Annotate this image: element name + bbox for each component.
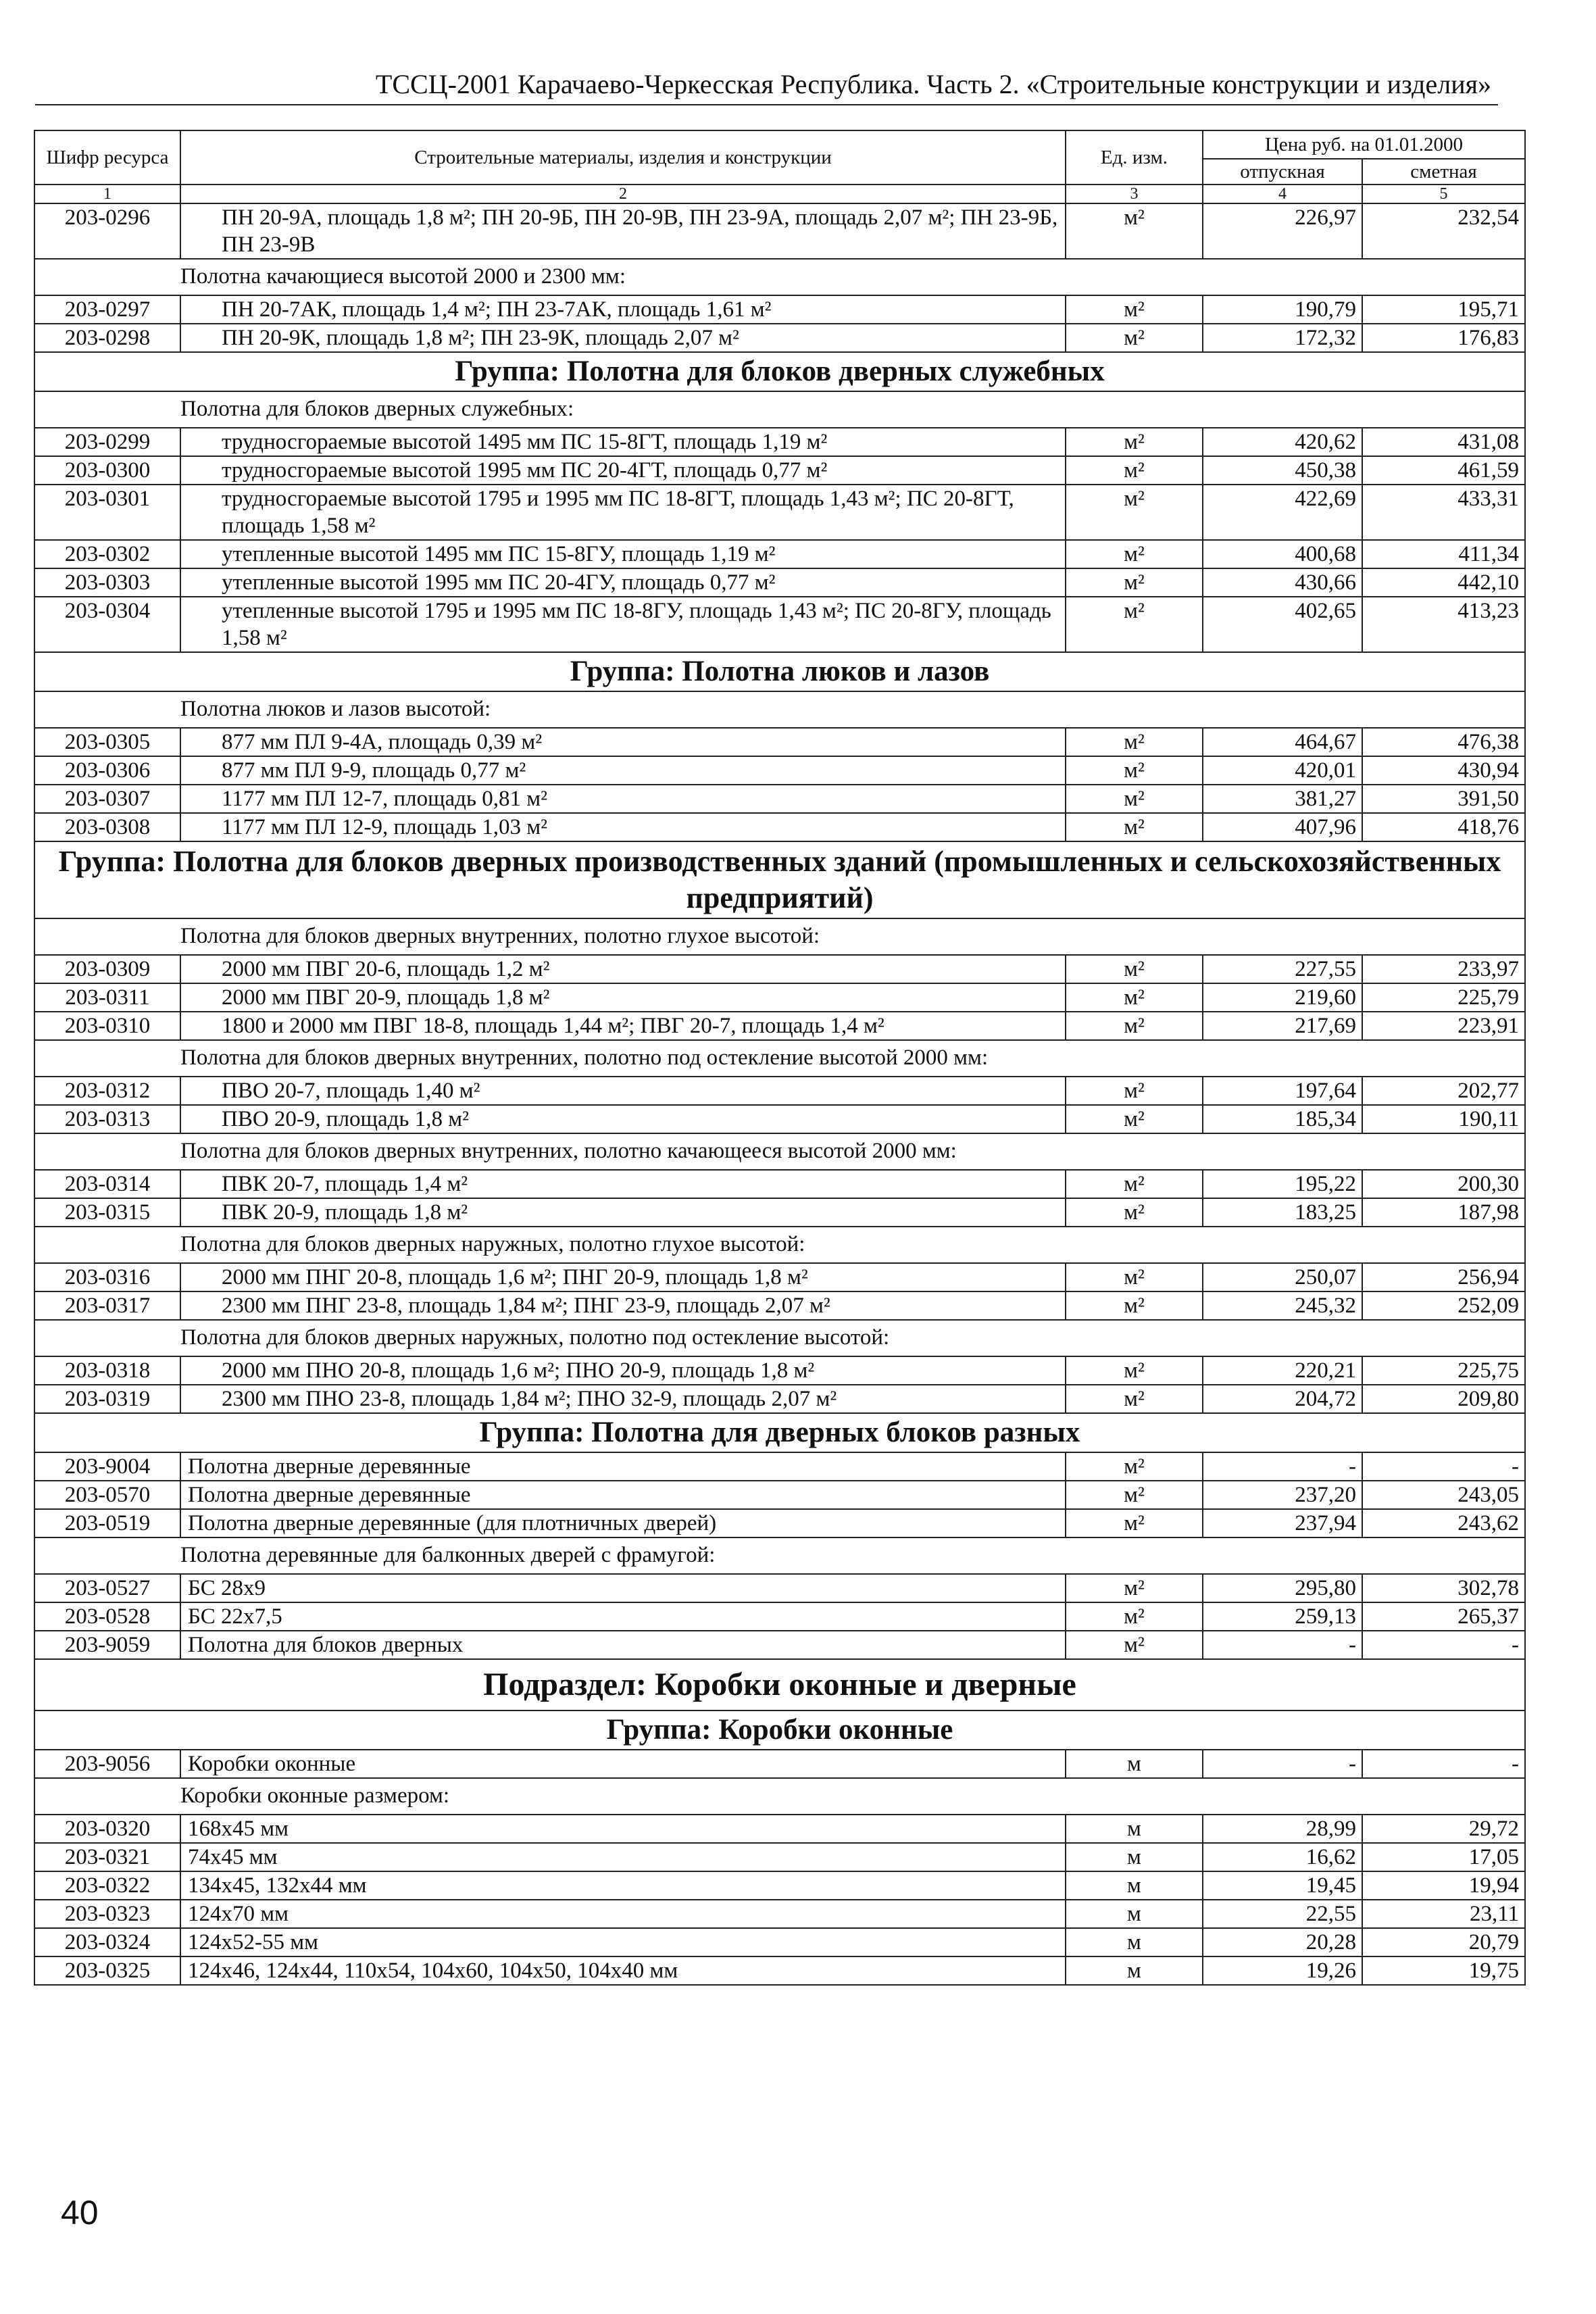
col-price-header: Цена руб. на 01.01.2000	[1203, 130, 1525, 159]
estimate-price: 411,34	[1362, 540, 1525, 568]
resource-code: 203-0528	[34, 1602, 180, 1631]
resource-code: 203-0307	[34, 785, 180, 813]
estimate-price: 187,98	[1362, 1198, 1525, 1227]
unit-cell: м²	[1066, 428, 1203, 456]
subgroup-caption: Полотна для блоков дверных служебных:	[34, 391, 1525, 428]
unit-cell: м	[1066, 1815, 1203, 1843]
subgroup-caption: Полотна для блоков дверных внутренних, полотно под остекление высотой 2000 мм:	[34, 1040, 1525, 1077]
table-row	[34, 203, 1525, 259]
table-row	[34, 485, 1525, 540]
table-row	[34, 1481, 1525, 1509]
table-row	[34, 295, 1525, 324]
material-name: 2000 мм ПВГ 20-6, площадь 1,2 м²	[180, 955, 1066, 983]
group-heading-row	[34, 352, 1525, 391]
resource-code: 203-9059	[34, 1631, 180, 1659]
unit-cell: м²	[1066, 955, 1203, 983]
unit-cell: м²	[1066, 1170, 1203, 1198]
unit-cell: м²	[1066, 1263, 1203, 1291]
release-price: 195,22	[1203, 1170, 1362, 1198]
unit-cell: м²	[1066, 756, 1203, 785]
table-row	[34, 955, 1525, 983]
estimate-price: 265,37	[1362, 1602, 1525, 1631]
resource-code: 203-0313	[34, 1105, 180, 1133]
col-name-header: Строительные материалы, изделия и конструкции	[180, 130, 1066, 184]
release-price: 420,62	[1203, 428, 1362, 456]
estimate-price: -	[1362, 1750, 1525, 1778]
unit-cell: м²	[1066, 1012, 1203, 1040]
resource-code: 203-0311	[34, 983, 180, 1012]
material-name: БС 22х7,5	[180, 1602, 1066, 1631]
group-heading-row	[34, 652, 1525, 691]
table-row	[34, 1900, 1525, 1928]
unit-cell: м²	[1066, 1631, 1203, 1659]
resource-code: 203-0301	[34, 485, 180, 540]
table-row	[34, 1631, 1525, 1659]
resource-code: 203-0298	[34, 324, 180, 352]
col-number: 4	[1203, 184, 1362, 203]
estimate-price: 200,30	[1362, 1170, 1525, 1198]
resource-code: 203-0323	[34, 1900, 180, 1928]
unit-cell: м	[1066, 1871, 1203, 1900]
col-estimate-header: сметная	[1362, 159, 1525, 184]
unit-cell: м²	[1066, 1385, 1203, 1413]
material-name: 2000 мм ПНО 20-8, площадь 1,6 м²; ПНО 20-9, площадь 1,8 м²	[180, 1356, 1066, 1385]
material-name: 877 мм ПЛ 9-9, площадь 0,77 м²	[180, 756, 1066, 785]
resource-code: 203-0305	[34, 728, 180, 756]
estimate-price: 20,79	[1362, 1928, 1525, 1956]
material-name: БС 28х9	[180, 1574, 1066, 1602]
unit-cell: м²	[1066, 1356, 1203, 1385]
price-table	[34, 130, 1526, 1986]
col-code-header: Шифр ресурса	[34, 130, 180, 184]
subgroup-caption: Полотна для блоков дверных наружных, полотно глухое высотой:	[34, 1227, 1525, 1263]
resource-code: 203-0299	[34, 428, 180, 456]
resource-code: 203-9056	[34, 1750, 180, 1778]
resource-code: 203-0319	[34, 1385, 180, 1413]
release-price: 381,27	[1203, 785, 1362, 813]
col-release-header: отпускная	[1203, 159, 1362, 184]
estimate-price: 225,75	[1362, 1356, 1525, 1385]
unit-cell: м²	[1066, 1602, 1203, 1631]
subgroup-caption-row	[34, 1040, 1525, 1077]
resource-code: 203-0304	[34, 597, 180, 652]
material-name: 2300 мм ПНГ 23-8, площадь 1,84 м²; ПНГ 23-9, площадь 2,07 м²	[180, 1291, 1066, 1320]
material-name: 168х45 мм	[180, 1815, 1066, 1843]
release-price: 237,94	[1203, 1509, 1362, 1537]
release-price: 185,34	[1203, 1105, 1362, 1133]
material-name: Полотна дверные деревянные	[180, 1481, 1066, 1509]
material-name: Полотна дверные деревянные	[180, 1452, 1066, 1481]
table-header	[34, 130, 1525, 203]
release-price: 217,69	[1203, 1012, 1362, 1040]
table-row	[34, 1928, 1525, 1956]
subgroup-caption: Полотна люков и лазов высотой:	[34, 691, 1525, 728]
table-row	[34, 728, 1525, 756]
release-price: 219,60	[1203, 983, 1362, 1012]
table-row	[34, 540, 1525, 568]
unit-cell: м²	[1066, 295, 1203, 324]
release-price: 20,28	[1203, 1928, 1362, 1956]
release-price: 295,80	[1203, 1574, 1362, 1602]
table-row	[34, 1509, 1525, 1537]
resource-code: 203-0324	[34, 1928, 180, 1956]
material-name: 124х46, 124х44, 110х54, 104х60, 104х50, 104х40 мм	[180, 1956, 1066, 1985]
estimate-price: -	[1362, 1631, 1525, 1659]
subgroup-caption-row	[34, 259, 1525, 295]
release-price: 19,26	[1203, 1956, 1362, 1985]
material-name: Коробки оконные	[180, 1750, 1066, 1778]
estimate-price: 256,94	[1362, 1263, 1525, 1291]
material-name: утепленные высотой 1795 и 1995 мм ПС 18-8ГУ, площадь 1,43 м²; ПС 20-8ГУ, площадь 1,58 м²	[180, 597, 1066, 652]
material-name: 124х70 мм	[180, 1900, 1066, 1928]
release-price: 226,97	[1203, 203, 1362, 259]
material-name: Полотна дверные деревянные (для плотничных дверей)	[180, 1509, 1066, 1537]
table-row	[34, 785, 1525, 813]
resource-code: 203-0527	[34, 1574, 180, 1602]
release-price: 22,55	[1203, 1900, 1362, 1928]
estimate-price: 23,11	[1362, 1900, 1525, 1928]
material-name: ПВО 20-7, площадь 1,40 м²	[180, 1077, 1066, 1105]
table-row	[34, 324, 1525, 352]
release-price: 400,68	[1203, 540, 1362, 568]
release-price: 172,32	[1203, 324, 1362, 352]
resource-code: 203-0317	[34, 1291, 180, 1320]
unit-cell: м²	[1066, 728, 1203, 756]
group-heading: Группа: Полотна для дверных блоков разных	[34, 1413, 1525, 1452]
estimate-price: 243,05	[1362, 1481, 1525, 1509]
table-row	[34, 428, 1525, 456]
subgroup-caption-row	[34, 918, 1525, 955]
unit-cell: м	[1066, 1928, 1203, 1956]
release-price: 190,79	[1203, 295, 1362, 324]
release-price: 430,66	[1203, 568, 1362, 597]
unit-cell: м²	[1066, 813, 1203, 841]
release-price: -	[1203, 1452, 1362, 1481]
material-name: 124х52-55 мм	[180, 1928, 1066, 1956]
material-name: ПН 20-9А, площадь 1,8 м²; ПН 20-9Б, ПН 20-9В, ПН 23-9А, площадь 2,07 м²; ПН 23-9Б, ПН 23-9В	[180, 203, 1066, 259]
release-price: -	[1203, 1631, 1362, 1659]
estimate-price: 195,71	[1362, 295, 1525, 324]
estimate-price: 431,08	[1362, 428, 1525, 456]
material-name: 2000 мм ПВГ 20-9, площадь 1,8 м²	[180, 983, 1066, 1012]
table-row	[34, 1750, 1525, 1778]
resource-code: 203-9004	[34, 1452, 180, 1481]
material-name: ПН 20-9К, площадь 1,8 м²; ПН 23-9К, площадь 2,07 м²	[180, 324, 1066, 352]
estimate-price: 209,80	[1362, 1385, 1525, 1413]
unit-cell: м²	[1066, 785, 1203, 813]
release-price: 420,01	[1203, 756, 1362, 785]
estimate-price: 461,59	[1362, 456, 1525, 485]
material-name: утепленные высотой 1995 мм ПС 20-4ГУ, площадь 0,77 м²	[180, 568, 1066, 597]
estimate-price: 418,76	[1362, 813, 1525, 841]
release-price: 250,07	[1203, 1263, 1362, 1291]
table-row	[34, 1291, 1525, 1320]
resource-code: 203-0302	[34, 540, 180, 568]
table-row	[34, 1263, 1525, 1291]
table-row	[34, 756, 1525, 785]
resource-code: 203-0315	[34, 1198, 180, 1227]
unit-cell: м²	[1066, 1452, 1203, 1481]
material-name: 2000 мм ПНГ 20-8, площадь 1,6 м²; ПНГ 20-9, площадь 1,8 м²	[180, 1263, 1066, 1291]
estimate-price: 476,38	[1362, 728, 1525, 756]
group-heading-row	[34, 841, 1525, 918]
release-price: 204,72	[1203, 1385, 1362, 1413]
material-name: трудносгораемые высотой 1995 мм ПС 20-4ГТ, площадь 0,77 м²	[180, 456, 1066, 485]
table-row	[34, 1012, 1525, 1040]
subgroup-caption: Полотна деревянные для балконных дверей с фрамугой:	[34, 1537, 1525, 1574]
unit-cell: м²	[1066, 203, 1203, 259]
resource-code: 203-0310	[34, 1012, 180, 1040]
unit-cell: м²	[1066, 1291, 1203, 1320]
resource-code: 203-0321	[34, 1843, 180, 1871]
table-row	[34, 597, 1525, 652]
subgroup-caption: Полотна для блоков дверных внутренних, полотно качающееся высотой 2000 мм:	[34, 1133, 1525, 1170]
estimate-price: 202,77	[1362, 1077, 1525, 1105]
estimate-price: 430,94	[1362, 756, 1525, 785]
release-price: 220,21	[1203, 1356, 1362, 1385]
material-name: ПВК 20-7, площадь 1,4 м²	[180, 1170, 1066, 1198]
material-name: 74х45 мм	[180, 1843, 1066, 1871]
material-name: 877 мм ПЛ 9-4А, площадь 0,39 м²	[180, 728, 1066, 756]
unit-cell: м	[1066, 1900, 1203, 1928]
table-row	[34, 1452, 1525, 1481]
group-heading: Группа: Коробки оконные	[34, 1710, 1525, 1750]
table-row	[34, 1956, 1525, 1985]
resource-code: 203-0314	[34, 1170, 180, 1198]
unit-cell: м²	[1066, 485, 1203, 540]
resource-code: 203-0300	[34, 456, 180, 485]
col-number: 2	[180, 184, 1066, 203]
material-name: ПВК 20-9, площадь 1,8 м²	[180, 1198, 1066, 1227]
material-name: 1177 мм ПЛ 12-9, площадь 1,03 м²	[180, 813, 1066, 841]
col-unit-header: Ед. изм.	[1066, 130, 1203, 184]
page-number: 40	[61, 2194, 99, 2232]
release-price: 245,32	[1203, 1291, 1362, 1320]
table-row	[34, 1385, 1525, 1413]
material-name: 2300 мм ПНО 23-8, площадь 1,84 м²; ПНО 32-9, площадь 2,07 м²	[180, 1385, 1066, 1413]
material-name: 134х45, 132х44 мм	[180, 1871, 1066, 1900]
material-name: ПН 20-7АК, площадь 1,4 м²; ПН 23-7АК, площадь 1,61 м²	[180, 295, 1066, 324]
resource-code: 203-0320	[34, 1815, 180, 1843]
estimate-price: 19,94	[1362, 1871, 1525, 1900]
unit-cell: м	[1066, 1750, 1203, 1778]
page-header: ТССЦ-2001 Карачаево-Черкесская Республика. Часть 2. «Строительные конструкции и изделия»	[35, 68, 1498, 105]
release-price: 464,67	[1203, 728, 1362, 756]
col-number: 1	[34, 184, 180, 203]
resource-code: 203-0312	[34, 1077, 180, 1105]
resource-code: 203-0519	[34, 1509, 180, 1537]
estimate-price: 233,97	[1362, 955, 1525, 983]
group-heading: Группа: Полотна для блоков дверных производственных зданий (промышленных и сельскохозяйственных предприятий)	[34, 841, 1525, 918]
estimate-price: 190,11	[1362, 1105, 1525, 1133]
estimate-price: 17,05	[1362, 1843, 1525, 1871]
resource-code: 203-0303	[34, 568, 180, 597]
table-row	[34, 1105, 1525, 1133]
release-price: 422,69	[1203, 485, 1362, 540]
unit-cell: м²	[1066, 1105, 1203, 1133]
material-name: трудносгораемые высотой 1795 и 1995 мм ПС 18-8ГТ, площадь 1,43 м²; ПС 20-8ГТ, площадь 1,58 м²	[180, 485, 1066, 540]
unit-cell: м²	[1066, 324, 1203, 352]
resource-code: 203-0308	[34, 813, 180, 841]
material-name: ПВО 20-9, площадь 1,8 м²	[180, 1105, 1066, 1133]
table-row	[34, 1843, 1525, 1871]
subgroup-caption-row	[34, 1227, 1525, 1263]
estimate-price: 391,50	[1362, 785, 1525, 813]
table-row	[34, 1198, 1525, 1227]
resource-code: 203-0297	[34, 295, 180, 324]
resource-code: 203-0570	[34, 1481, 180, 1509]
col-number: 5	[1362, 184, 1525, 203]
estimate-price: 232,54	[1362, 203, 1525, 259]
group-heading-row	[34, 1710, 1525, 1750]
section-heading: Подраздел: Коробки оконные и дверные	[34, 1659, 1525, 1710]
unit-cell: м²	[1066, 1077, 1203, 1105]
table-row	[34, 1356, 1525, 1385]
estimate-price: 433,31	[1362, 485, 1525, 540]
release-price: 450,38	[1203, 456, 1362, 485]
release-price: 227,55	[1203, 955, 1362, 983]
release-price: 259,13	[1203, 1602, 1362, 1631]
unit-cell: м²	[1066, 597, 1203, 652]
estimate-price: 442,10	[1362, 568, 1525, 597]
table-row	[34, 983, 1525, 1012]
estimate-price: 223,91	[1362, 1012, 1525, 1040]
resource-code: 203-0309	[34, 955, 180, 983]
subgroup-caption-row	[34, 1537, 1525, 1574]
release-price: 16,62	[1203, 1843, 1362, 1871]
table-row	[34, 456, 1525, 485]
subgroup-caption-row	[34, 691, 1525, 728]
release-price: -	[1203, 1750, 1362, 1778]
subgroup-caption: Полотна качающиеся высотой 2000 и 2300 мм:	[34, 259, 1525, 295]
resource-code: 203-0296	[34, 203, 180, 259]
release-price: 407,96	[1203, 813, 1362, 841]
estimate-price: 252,09	[1362, 1291, 1525, 1320]
resource-code: 203-0306	[34, 756, 180, 785]
release-price: 197,64	[1203, 1077, 1362, 1105]
table-body	[34, 203, 1525, 1985]
group-heading: Группа: Полотна люков и лазов	[34, 652, 1525, 691]
estimate-price: 225,79	[1362, 983, 1525, 1012]
subgroup-caption-row	[34, 1320, 1525, 1356]
estimate-price: 302,78	[1362, 1574, 1525, 1602]
group-heading-row	[34, 1413, 1525, 1452]
unit-cell: м²	[1066, 983, 1203, 1012]
subgroup-caption-row	[34, 1778, 1525, 1815]
unit-cell: м²	[1066, 1481, 1203, 1509]
material-name: 1177 мм ПЛ 12-7, площадь 0,81 м²	[180, 785, 1066, 813]
release-price: 402,65	[1203, 597, 1362, 652]
estimate-price: -	[1362, 1452, 1525, 1481]
resource-code: 203-0318	[34, 1356, 180, 1385]
release-price: 183,25	[1203, 1198, 1362, 1227]
subgroup-caption-row	[34, 391, 1525, 428]
subgroup-caption: Полотна для блоков дверных наружных, полотно под остекление высотой:	[34, 1320, 1525, 1356]
unit-cell: м²	[1066, 568, 1203, 597]
table-row	[34, 1815, 1525, 1843]
release-price: 19,45	[1203, 1871, 1362, 1900]
resource-code: 203-0322	[34, 1871, 180, 1900]
release-price: 237,20	[1203, 1481, 1362, 1509]
unit-cell: м²	[1066, 540, 1203, 568]
table-row	[34, 1871, 1525, 1900]
unit-cell: м²	[1066, 1198, 1203, 1227]
table-row	[34, 1602, 1525, 1631]
table-row	[34, 1574, 1525, 1602]
unit-cell: м	[1066, 1956, 1203, 1985]
unit-cell: м	[1066, 1843, 1203, 1871]
estimate-price: 29,72	[1362, 1815, 1525, 1843]
resource-code: 203-0325	[34, 1956, 180, 1985]
col-number: 3	[1066, 184, 1203, 203]
unit-cell: м²	[1066, 1574, 1203, 1602]
material-name: трудносгораемые высотой 1495 мм ПС 15-8ГТ, площадь 1,19 м²	[180, 428, 1066, 456]
table-row	[34, 568, 1525, 597]
estimate-price: 176,83	[1362, 324, 1525, 352]
subgroup-caption: Коробки оконные размером:	[34, 1778, 1525, 1815]
material-name: утепленные высотой 1495 мм ПС 15-8ГУ, площадь 1,19 м²	[180, 540, 1066, 568]
group-heading: Группа: Полотна для блоков дверных служебных	[34, 352, 1525, 391]
material-name: 1800 и 2000 мм ПВГ 18-8, площадь 1,44 м²; ПВГ 20-7, площадь 1,4 м²	[180, 1012, 1066, 1040]
unit-cell: м²	[1066, 1509, 1203, 1537]
table-row	[34, 1170, 1525, 1198]
resource-code: 203-0316	[34, 1263, 180, 1291]
estimate-price: 19,75	[1362, 1956, 1525, 1985]
unit-cell: м²	[1066, 456, 1203, 485]
section-heading-row	[34, 1659, 1525, 1710]
subgroup-caption: Полотна для блоков дверных внутренних, полотно глухое высотой:	[34, 918, 1525, 955]
material-name: Полотна для блоков дверных	[180, 1631, 1066, 1659]
estimate-price: 243,62	[1362, 1509, 1525, 1537]
estimate-price: 413,23	[1362, 597, 1525, 652]
table-row	[34, 1077, 1525, 1105]
table-row	[34, 813, 1525, 841]
release-price: 28,99	[1203, 1815, 1362, 1843]
subgroup-caption-row	[34, 1133, 1525, 1170]
